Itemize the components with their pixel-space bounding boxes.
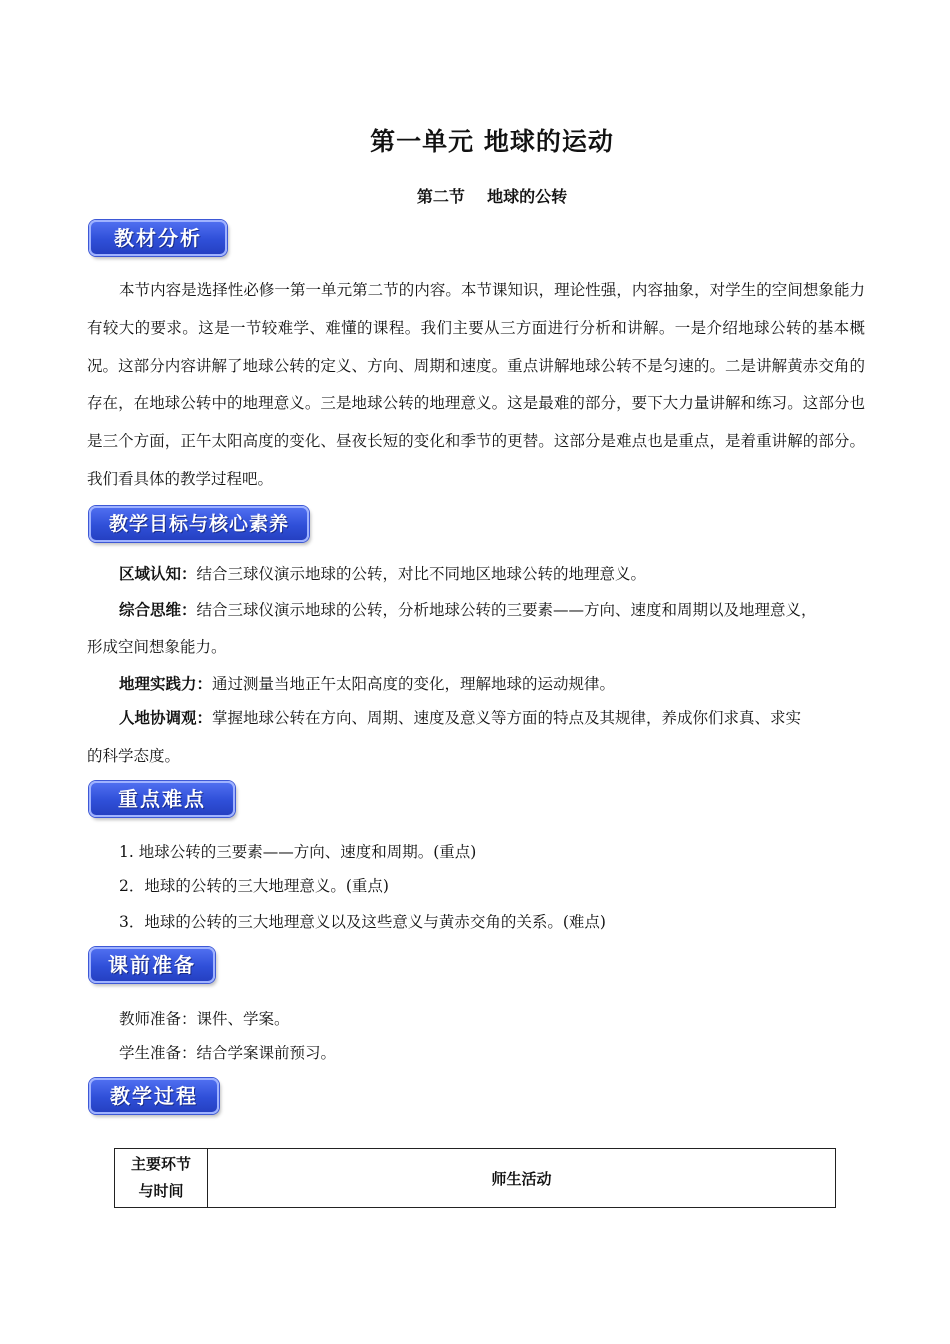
goal-label: 人地协调观： xyxy=(119,709,213,727)
goal-text: 结合三球仪演示地球的公转，对比不同地区地球公转的地理意义。 xyxy=(196,565,647,583)
table-header-line: 与时间 xyxy=(138,1182,184,1200)
goal-label: 地理实践力： xyxy=(119,675,213,693)
goal-item xyxy=(87,701,867,737)
analysis-badge: 教材分析 xyxy=(89,220,227,256)
goal-item xyxy=(87,593,867,629)
keypoints-badge: 重点难点 xyxy=(89,781,235,817)
goal-item xyxy=(87,667,867,703)
process-badge: 教学过程 xyxy=(89,1078,219,1114)
preparation-item: 教师准备：课件、学案。 xyxy=(119,1010,290,1028)
process-table xyxy=(114,1148,836,1208)
goal-text: 掌握地球公转在方向、周期、速度及意义等方面的特点及其规律，养成你们求真、求实 xyxy=(212,709,802,727)
preparation-badge: 课前准备 xyxy=(89,947,215,983)
table-row xyxy=(115,1149,836,1208)
preparation-item: 学生准备：结合学案课前预习。 xyxy=(119,1044,337,1062)
page-title: 第一单元 地球的运动 xyxy=(370,127,614,156)
goal-item xyxy=(87,557,867,593)
goal-text: 通过测量当地正午太阳高度的变化，理解地球的运动规律。 xyxy=(212,675,616,693)
section-subtitle: 第二节 地球的公转 xyxy=(416,187,568,206)
analysis-paragraph: 本节内容是选择性必修一第一单元第二节的内容。本节课知识，理论性强，内容抽象，对学生的空间想象能力有较大的要求。这是一节较难学、难懂的课程。我们主要从三方面进行分析和讲解。一是介绍地球公转的基本概况。这部分内容讲解了地球公转的定义、方向、周期和速度。重点讲解地球公转不是匀速的。二是讲解黄赤交角的存在，在地球公转中的地理意义。三是地球公转的地理意义。这是最难的部分，要下大力量讲解和练习。这部分也是三个方面，正午太阳高度的变化、昼夜长短的变化和季节的更替。这部分是难点也是重点，是着重讲解的部分。我们看具体的教学过程吧。 xyxy=(87,281,865,488)
keypoint-item: 1. 地球公转的三要素——方向、速度和周期。(重点) xyxy=(119,843,477,861)
goal-continuation: 形成空间想象能力。 xyxy=(87,638,227,656)
keypoint-item: 2．地球的公转的三大地理意义。(重点) xyxy=(119,877,389,895)
goal-continuation: 的科学态度。 xyxy=(87,747,181,765)
table-header-cell xyxy=(115,1149,208,1208)
table-header-cell: 师生活动 xyxy=(208,1149,836,1208)
goals-badge: 教学目标与核心素养 xyxy=(89,506,309,542)
goal-label: 综合思维： xyxy=(119,601,197,619)
goal-label: 区域认知： xyxy=(119,565,197,583)
table-header-line: 主要环节 xyxy=(130,1155,191,1173)
goal-text: 结合三球仪演示地球的公转，分析地球公转的三要素——方向、速度和周期以及地理意义， xyxy=(196,601,817,619)
keypoint-item: 3．地球的公转的三大地理意义以及这些意义与黄赤交角的关系。(难点) xyxy=(119,913,606,931)
